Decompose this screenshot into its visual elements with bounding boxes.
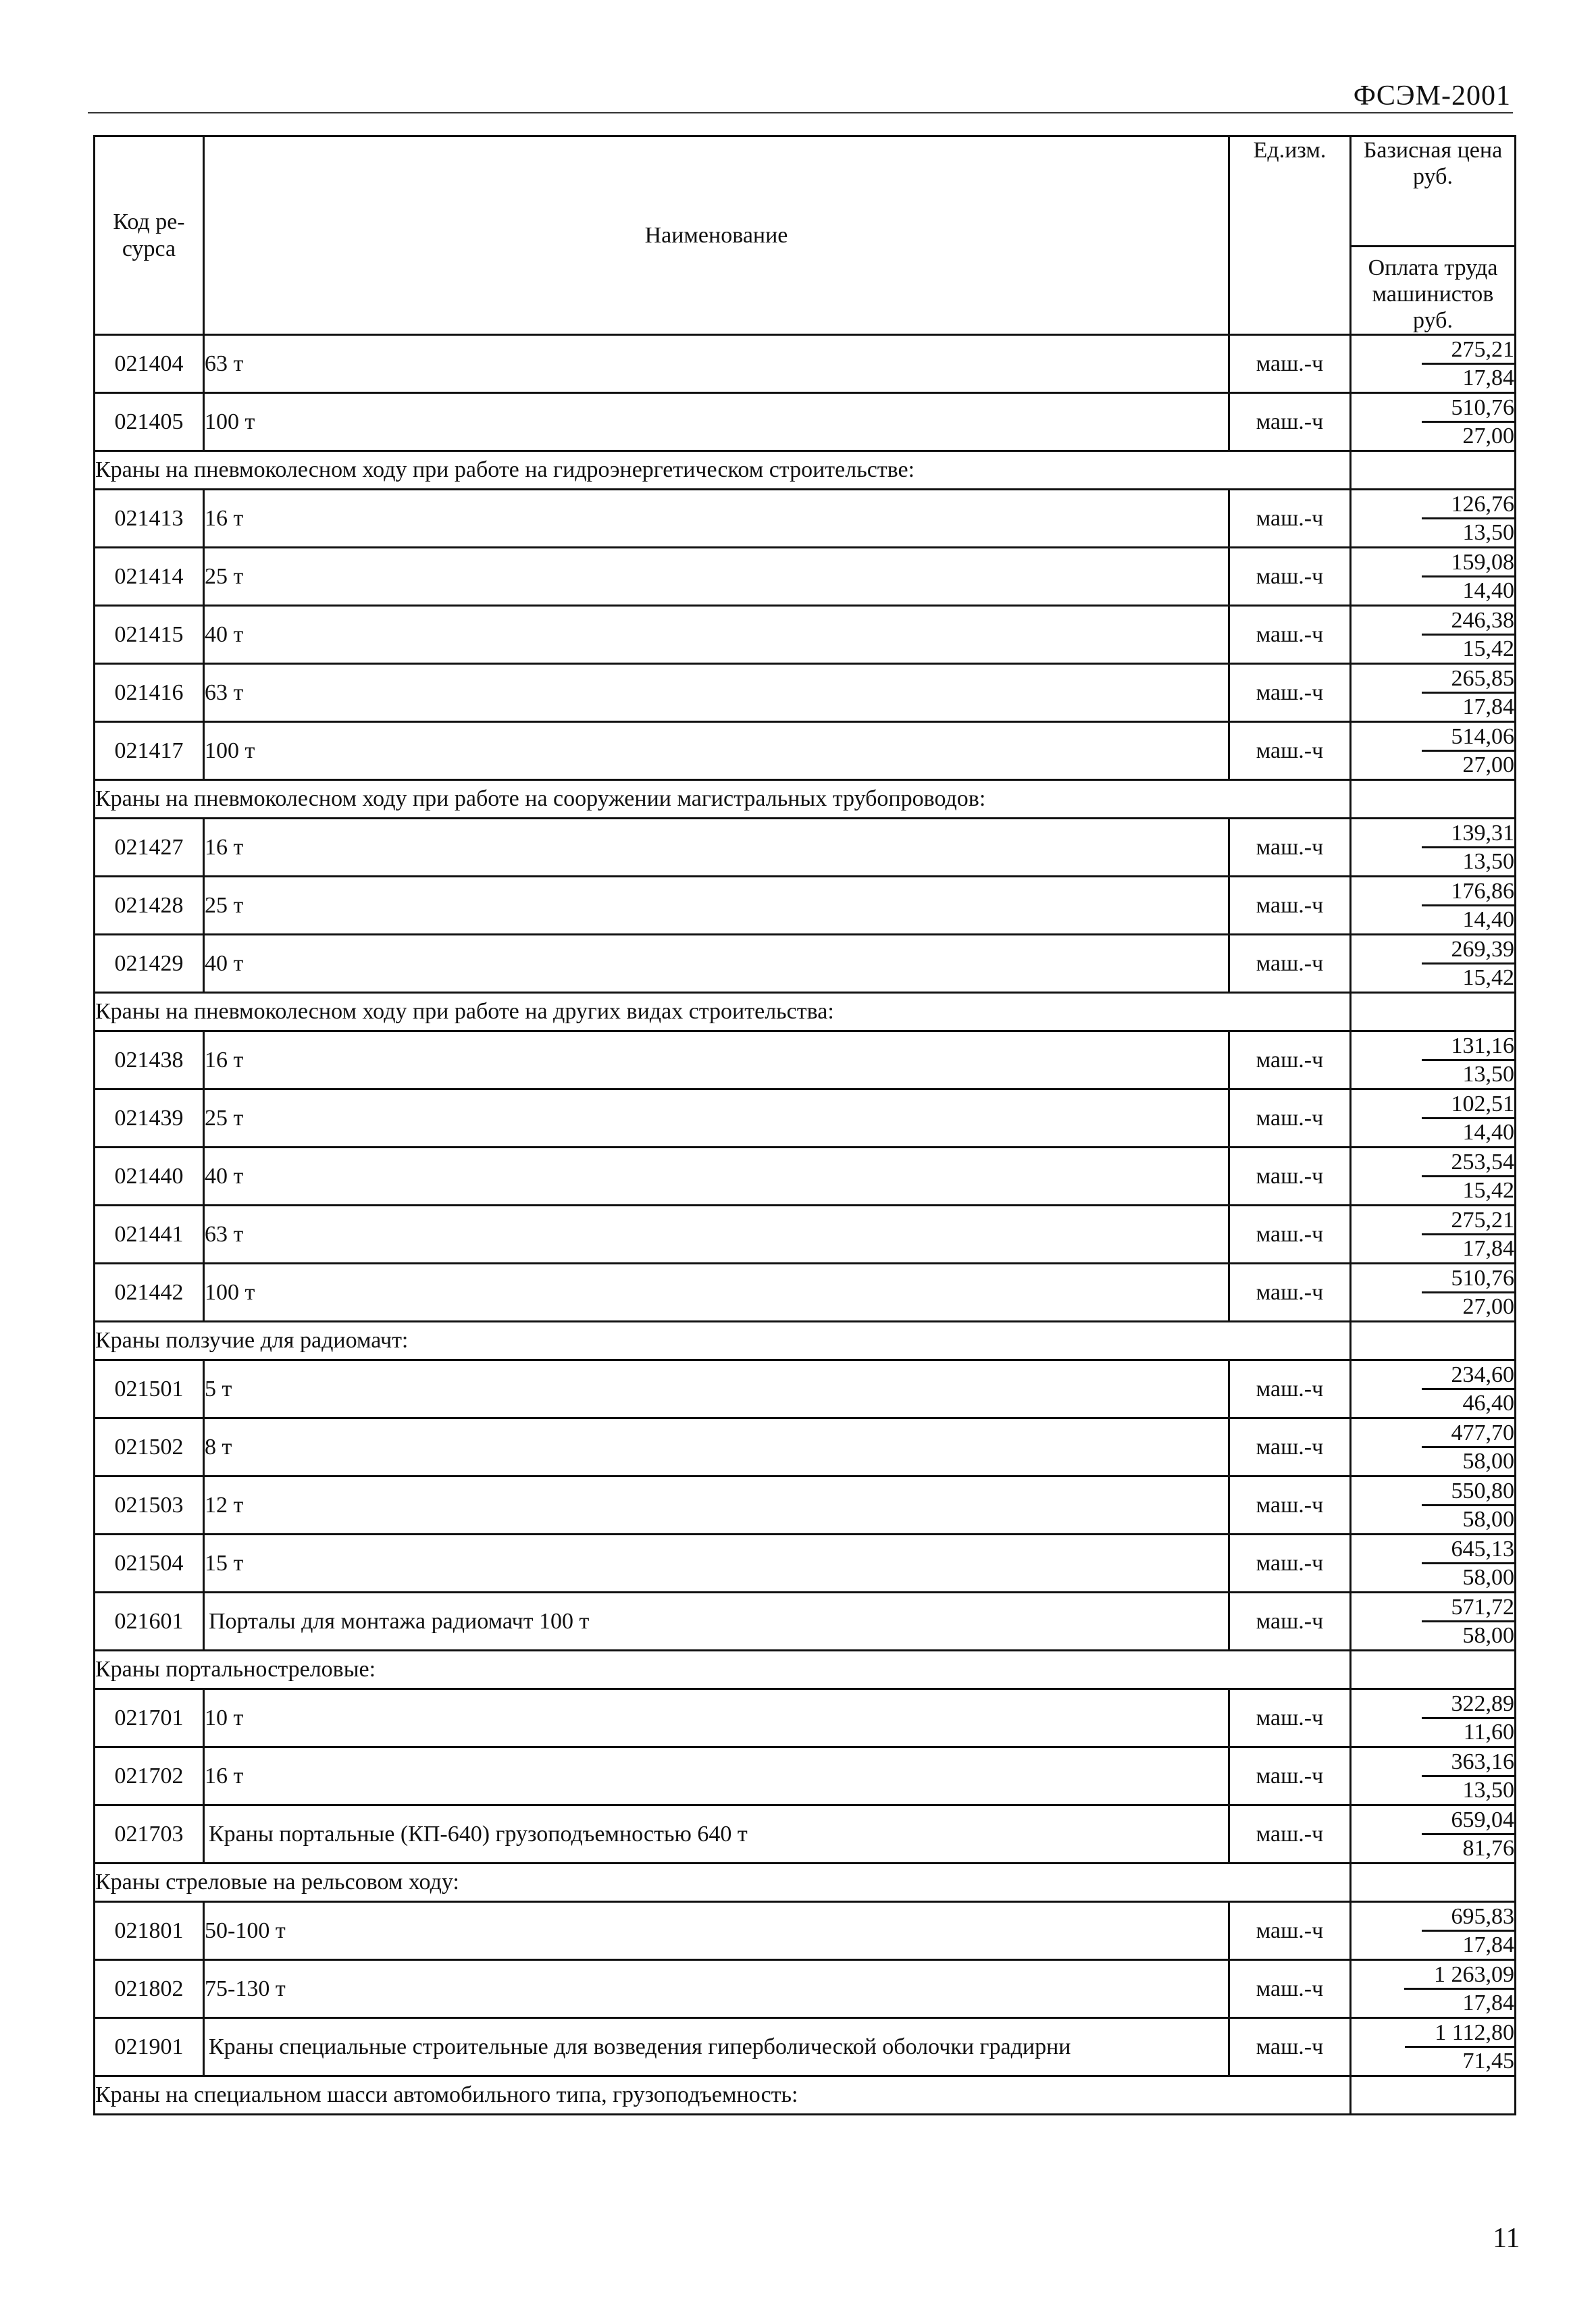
price-cell xyxy=(1351,548,1516,606)
resource-code-cell: 021802 xyxy=(95,1960,204,2018)
base-price-value: 176,86 xyxy=(1422,878,1515,906)
price-cell xyxy=(1351,393,1516,451)
base-price-value: 234,60 xyxy=(1422,1362,1515,1390)
labor-cost-value: 58,00 xyxy=(1462,1449,1514,1474)
resource-code-cell: 021442 xyxy=(95,1264,204,1322)
group-title: Краны на пневмоколесном ходу при работе на гидроэнергетическом строительстве: xyxy=(95,451,1351,490)
resource-name-cell: 50-100 т xyxy=(204,1902,1229,1960)
resource-name-cell: 8 т xyxy=(204,1418,1229,1476)
base-price-value: 363,16 xyxy=(1422,1749,1515,1777)
table-row xyxy=(95,393,1516,451)
price-fraction xyxy=(1422,936,1515,991)
price-cell xyxy=(1351,606,1516,664)
resource-name-cell: 16 т xyxy=(204,1031,1229,1089)
price-cell xyxy=(1351,1148,1516,1206)
base-price-value: 514,06 xyxy=(1422,723,1515,752)
table-row xyxy=(95,335,1516,393)
resource-code-cell: 021440 xyxy=(95,1148,204,1206)
resource-name-cell: 5 т xyxy=(204,1360,1229,1418)
labor-cost-value: 13,50 xyxy=(1462,1062,1514,1087)
resource-code-cell: 021439 xyxy=(95,1089,204,1148)
unit-cell: маш.-ч xyxy=(1229,1689,1351,1747)
resource-code-cell: 021504 xyxy=(95,1535,204,1593)
resource-code-cell: 021429 xyxy=(95,935,204,993)
labor-cost-value: 17,84 xyxy=(1462,1236,1514,1261)
table-row xyxy=(95,1960,1516,2018)
labor-cost-value: 58,00 xyxy=(1462,1507,1514,1532)
base-price-value: 510,76 xyxy=(1422,1265,1515,1293)
unit-cell: маш.-ч xyxy=(1229,1747,1351,1805)
base-price-value: 159,08 xyxy=(1422,549,1515,577)
table-row xyxy=(95,2018,1516,2076)
column-header-name: Наименование xyxy=(204,136,1229,335)
resource-name-cell: 15 т xyxy=(204,1535,1229,1593)
group-title: Краны на пневмоколесном ходу при работе на других видах строительства: xyxy=(95,993,1351,1031)
price-fraction xyxy=(1422,1594,1515,1649)
resource-code-cell: 021405 xyxy=(95,393,204,451)
unit-cell: маш.-ч xyxy=(1229,722,1351,780)
price-fraction xyxy=(1422,336,1515,391)
resource-name-cell: 25 т xyxy=(204,877,1229,935)
base-price-value: 139,31 xyxy=(1422,820,1515,848)
base-price-value: 659,04 xyxy=(1422,1807,1515,1835)
price-cell xyxy=(1351,877,1516,935)
resource-name-cell: 40 т xyxy=(204,606,1229,664)
table-row xyxy=(95,1902,1516,1960)
unit-cell: маш.-ч xyxy=(1229,935,1351,993)
price-fraction xyxy=(1422,1149,1515,1204)
resource-code-cell: 021701 xyxy=(95,1689,204,1747)
resource-name-cell: 40 т xyxy=(204,935,1229,993)
price-fraction xyxy=(1422,820,1515,875)
resource-name-cell: 75-130 т xyxy=(204,1960,1229,2018)
table-row xyxy=(95,819,1516,877)
resource-name-cell: Краны специальные строительные для возведения гиперболической оболочки градирни xyxy=(204,2018,1229,2076)
unit-cell: маш.-ч xyxy=(1229,1206,1351,1264)
price-cell xyxy=(1351,1805,1516,1863)
unit-cell: маш.-ч xyxy=(1229,335,1351,393)
price-cell xyxy=(1351,1031,1516,1089)
table-row xyxy=(95,1418,1516,1476)
resource-name-cell: 12 т xyxy=(204,1476,1229,1535)
unit-cell: маш.-ч xyxy=(1229,1418,1351,1476)
price-fraction xyxy=(1422,1691,1515,1745)
group-title: Краны портальностреловые: xyxy=(95,1651,1351,1689)
price-fraction xyxy=(1422,1903,1515,1958)
unit-cell: маш.-ч xyxy=(1229,1593,1351,1651)
resource-name-cell: 63 т xyxy=(204,1206,1229,1264)
price-cell xyxy=(1351,1747,1516,1805)
price-cell xyxy=(1351,1593,1516,1651)
resource-name-cell: 16 т xyxy=(204,1747,1229,1805)
table-row xyxy=(95,1206,1516,1264)
labor-cost-value: 17,84 xyxy=(1462,694,1514,719)
price-cell xyxy=(1351,2018,1516,2076)
table-row xyxy=(95,1747,1516,1805)
labor-cost-value: 14,40 xyxy=(1462,578,1514,603)
labor-cost-value: 15,42 xyxy=(1462,965,1514,990)
price-cell xyxy=(1351,1476,1516,1535)
price-fraction xyxy=(1422,1091,1515,1146)
price-cell xyxy=(1351,1418,1516,1476)
table-row xyxy=(95,935,1516,993)
resource-name-cell: 10 т xyxy=(204,1689,1229,1747)
table-row xyxy=(95,1593,1516,1651)
unit-cell: маш.-ч xyxy=(1229,1089,1351,1148)
resource-name-cell: 40 т xyxy=(204,1148,1229,1206)
table-row xyxy=(95,722,1516,780)
table-row xyxy=(95,1148,1516,1206)
price-fraction xyxy=(1422,1362,1515,1416)
resource-name-cell: 16 т xyxy=(204,490,1229,548)
labor-cost-value: 27,00 xyxy=(1462,423,1514,448)
price-fraction xyxy=(1422,607,1515,662)
group-header-row xyxy=(95,1322,1516,1360)
column-header-unit: Ед.изм. xyxy=(1229,136,1351,335)
table-row xyxy=(95,1535,1516,1593)
price-cell xyxy=(1351,1689,1516,1747)
table-row xyxy=(95,606,1516,664)
base-price-value: 1 112,80 xyxy=(1405,2020,1514,2048)
price-fraction xyxy=(1422,1265,1515,1320)
labor-cost-value: 27,00 xyxy=(1462,752,1514,777)
price-cell xyxy=(1351,1089,1516,1148)
price-fraction xyxy=(1422,665,1515,720)
base-price-value: 322,89 xyxy=(1422,1691,1515,1719)
resource-code-cell: 021502 xyxy=(95,1418,204,1476)
group-price-cell xyxy=(1351,780,1516,819)
resource-code-cell: 021404 xyxy=(95,335,204,393)
labor-cost-value: 58,00 xyxy=(1462,1623,1514,1648)
price-fraction xyxy=(1422,1807,1515,1861)
base-price-value: 265,85 xyxy=(1422,665,1515,694)
unit-cell: маш.-ч xyxy=(1229,1031,1351,1089)
base-price-value: 131,16 xyxy=(1422,1033,1515,1061)
group-header-row xyxy=(95,1863,1516,1902)
price-fraction xyxy=(1422,1478,1515,1533)
price-cell xyxy=(1351,1902,1516,1960)
resource-code-cell: 021427 xyxy=(95,819,204,877)
price-cell xyxy=(1351,335,1516,393)
resource-name-cell: 100 т xyxy=(204,393,1229,451)
labor-cost-value: 71,45 xyxy=(1462,2049,1514,2074)
group-price-cell xyxy=(1351,1322,1516,1360)
group-header-row xyxy=(95,1651,1516,1689)
labor-cost-value: 15,42 xyxy=(1462,1178,1514,1203)
column-header-labor: Оплата труда машинистов руб. xyxy=(1351,247,1516,335)
labor-cost-value: 17,84 xyxy=(1462,1932,1514,1957)
unit-cell: маш.-ч xyxy=(1229,1902,1351,1960)
price-fraction xyxy=(1422,723,1515,778)
price-fraction xyxy=(1422,491,1515,546)
resource-name-cell: 25 т xyxy=(204,548,1229,606)
price-fraction xyxy=(1422,1420,1515,1474)
price-fraction xyxy=(1422,549,1515,604)
base-price-value: 275,21 xyxy=(1422,336,1515,365)
price-fraction xyxy=(1404,1961,1514,2016)
base-price-value: 275,21 xyxy=(1422,1207,1515,1235)
base-price-value: 510,76 xyxy=(1422,394,1515,423)
table-row xyxy=(95,877,1516,935)
resource-code-cell: 021428 xyxy=(95,877,204,935)
group-header-row xyxy=(95,451,1516,490)
resource-code-cell: 021414 xyxy=(95,548,204,606)
group-price-cell xyxy=(1351,2076,1516,2115)
price-fraction xyxy=(1422,878,1515,933)
price-fraction xyxy=(1405,2020,1514,2074)
price-cell xyxy=(1351,664,1516,722)
price-fraction xyxy=(1422,1749,1515,1803)
unit-cell: маш.-ч xyxy=(1229,1805,1351,1863)
labor-cost-value: 46,40 xyxy=(1462,1391,1514,1416)
column-header-base-price: Базисная цена руб. xyxy=(1351,136,1516,247)
resource-name-cell: Краны портальные (КП-640) грузоподъемностью 640 т xyxy=(204,1805,1229,1863)
base-price-value: 550,80 xyxy=(1422,1478,1515,1506)
labor-cost-value: 15,42 xyxy=(1462,636,1514,661)
base-price-value: 126,76 xyxy=(1422,491,1515,519)
table-row xyxy=(95,1689,1516,1747)
table-row xyxy=(95,1360,1516,1418)
group-header-row xyxy=(95,993,1516,1031)
table-row xyxy=(95,1805,1516,1863)
unit-cell: маш.-ч xyxy=(1229,1148,1351,1206)
table-row xyxy=(95,1089,1516,1148)
price-fraction xyxy=(1422,1207,1515,1262)
group-price-cell xyxy=(1351,1863,1516,1902)
table-row xyxy=(95,548,1516,606)
labor-cost-value: 14,40 xyxy=(1462,1120,1514,1145)
base-price-value: 253,54 xyxy=(1422,1149,1515,1177)
resource-name-cell: 100 т xyxy=(204,722,1229,780)
resource-code-cell: 021503 xyxy=(95,1476,204,1535)
base-price-value: 246,38 xyxy=(1422,607,1515,636)
base-price-value: 645,13 xyxy=(1422,1536,1515,1564)
resource-code-cell: 021501 xyxy=(95,1360,204,1418)
resource-code-cell: 021441 xyxy=(95,1206,204,1264)
unit-cell: маш.-ч xyxy=(1229,664,1351,722)
price-cell xyxy=(1351,490,1516,548)
column-header-code: Код ре-сурса xyxy=(95,136,204,335)
group-title: Краны стреловые на рельсовом ходу: xyxy=(95,1863,1351,1902)
labor-cost-value: 13,50 xyxy=(1462,1778,1514,1803)
page-number: 11 xyxy=(1493,2223,1520,2254)
price-cell xyxy=(1351,722,1516,780)
table-row xyxy=(95,490,1516,548)
price-fraction xyxy=(1422,1536,1515,1591)
resource-name-cell: 16 т xyxy=(204,819,1229,877)
table-row xyxy=(95,1476,1516,1535)
labor-cost-value: 27,00 xyxy=(1462,1294,1514,1319)
price-fraction xyxy=(1422,1033,1515,1087)
unit-cell: маш.-ч xyxy=(1229,1264,1351,1322)
base-price-value: 695,83 xyxy=(1422,1903,1515,1932)
price-cell xyxy=(1351,1264,1516,1322)
price-cell xyxy=(1351,1960,1516,2018)
unit-cell: маш.-ч xyxy=(1229,393,1351,451)
resource-code-cell: 021413 xyxy=(95,490,204,548)
group-title: Краны ползучие для радиомачт: xyxy=(95,1322,1351,1360)
resource-code-cell: 021416 xyxy=(95,664,204,722)
labor-cost-value: 58,00 xyxy=(1462,1565,1514,1590)
header-rule xyxy=(88,112,1513,113)
price-fraction xyxy=(1422,394,1515,449)
resource-code-cell: 021601 xyxy=(95,1593,204,1651)
table-row xyxy=(95,1031,1516,1089)
unit-cell: маш.-ч xyxy=(1229,1960,1351,2018)
resource-code-cell: 021417 xyxy=(95,722,204,780)
unit-cell: маш.-ч xyxy=(1229,548,1351,606)
group-price-cell xyxy=(1351,993,1516,1031)
resource-code-cell: 021801 xyxy=(95,1902,204,1960)
labor-cost-value: 17,84 xyxy=(1462,365,1514,390)
unit-cell: маш.-ч xyxy=(1229,490,1351,548)
table-body xyxy=(95,335,1516,2115)
resource-name-cell: 63 т xyxy=(204,664,1229,722)
resource-code-cell: 021901 xyxy=(95,2018,204,2076)
group-price-cell xyxy=(1351,451,1516,490)
labor-cost-value: 81,76 xyxy=(1462,1836,1514,1861)
resource-name-cell: 63 т xyxy=(204,335,1229,393)
price-cell xyxy=(1351,819,1516,877)
unit-cell: маш.-ч xyxy=(1229,1535,1351,1593)
resource-code-cell: 021702 xyxy=(95,1747,204,1805)
unit-cell: маш.-ч xyxy=(1229,1476,1351,1535)
labor-cost-value: 17,84 xyxy=(1462,1990,1514,2015)
table-row xyxy=(95,664,1516,722)
labor-cost-value: 13,50 xyxy=(1462,849,1514,874)
machine-price-table xyxy=(93,135,1516,2115)
labor-cost-value: 14,40 xyxy=(1462,907,1514,932)
unit-cell: маш.-ч xyxy=(1229,2018,1351,2076)
unit-cell: маш.-ч xyxy=(1229,819,1351,877)
resource-code-cell: 021415 xyxy=(95,606,204,664)
group-header-row xyxy=(95,2076,1516,2115)
group-header-row xyxy=(95,780,1516,819)
base-price-value: 477,70 xyxy=(1422,1420,1515,1448)
base-price-value: 102,51 xyxy=(1422,1091,1515,1119)
labor-cost-value: 11,60 xyxy=(1463,1720,1514,1745)
base-price-value: 571,72 xyxy=(1422,1594,1515,1622)
price-cell xyxy=(1351,1360,1516,1418)
group-price-cell xyxy=(1351,1651,1516,1689)
table-row xyxy=(95,1264,1516,1322)
document-code: ФСЭМ-2001 xyxy=(1353,80,1511,111)
price-cell xyxy=(1351,935,1516,993)
resource-code-cell: 021703 xyxy=(95,1805,204,1863)
resource-name-cell: 25 т xyxy=(204,1089,1229,1148)
labor-cost-value: 13,50 xyxy=(1462,520,1514,545)
group-title: Краны на пневмоколесном ходу при работе на сооружении магистральных трубопроводов: xyxy=(95,780,1351,819)
group-title: Краны на специальном шасси автомобильного типа, грузоподъемность: xyxy=(95,2076,1351,2115)
price-cell xyxy=(1351,1206,1516,1264)
resource-name-cell: 100 т xyxy=(204,1264,1229,1322)
unit-cell: маш.-ч xyxy=(1229,1360,1351,1418)
resource-code-cell: 021438 xyxy=(95,1031,204,1089)
price-cell xyxy=(1351,1535,1516,1593)
base-price-value: 269,39 xyxy=(1422,936,1515,965)
base-price-value: 1 263,09 xyxy=(1404,1961,1514,1990)
unit-cell: маш.-ч xyxy=(1229,606,1351,664)
resource-name-cell: Порталы для монтажа радиомачт 100 т xyxy=(204,1593,1229,1651)
unit-cell: маш.-ч xyxy=(1229,877,1351,935)
